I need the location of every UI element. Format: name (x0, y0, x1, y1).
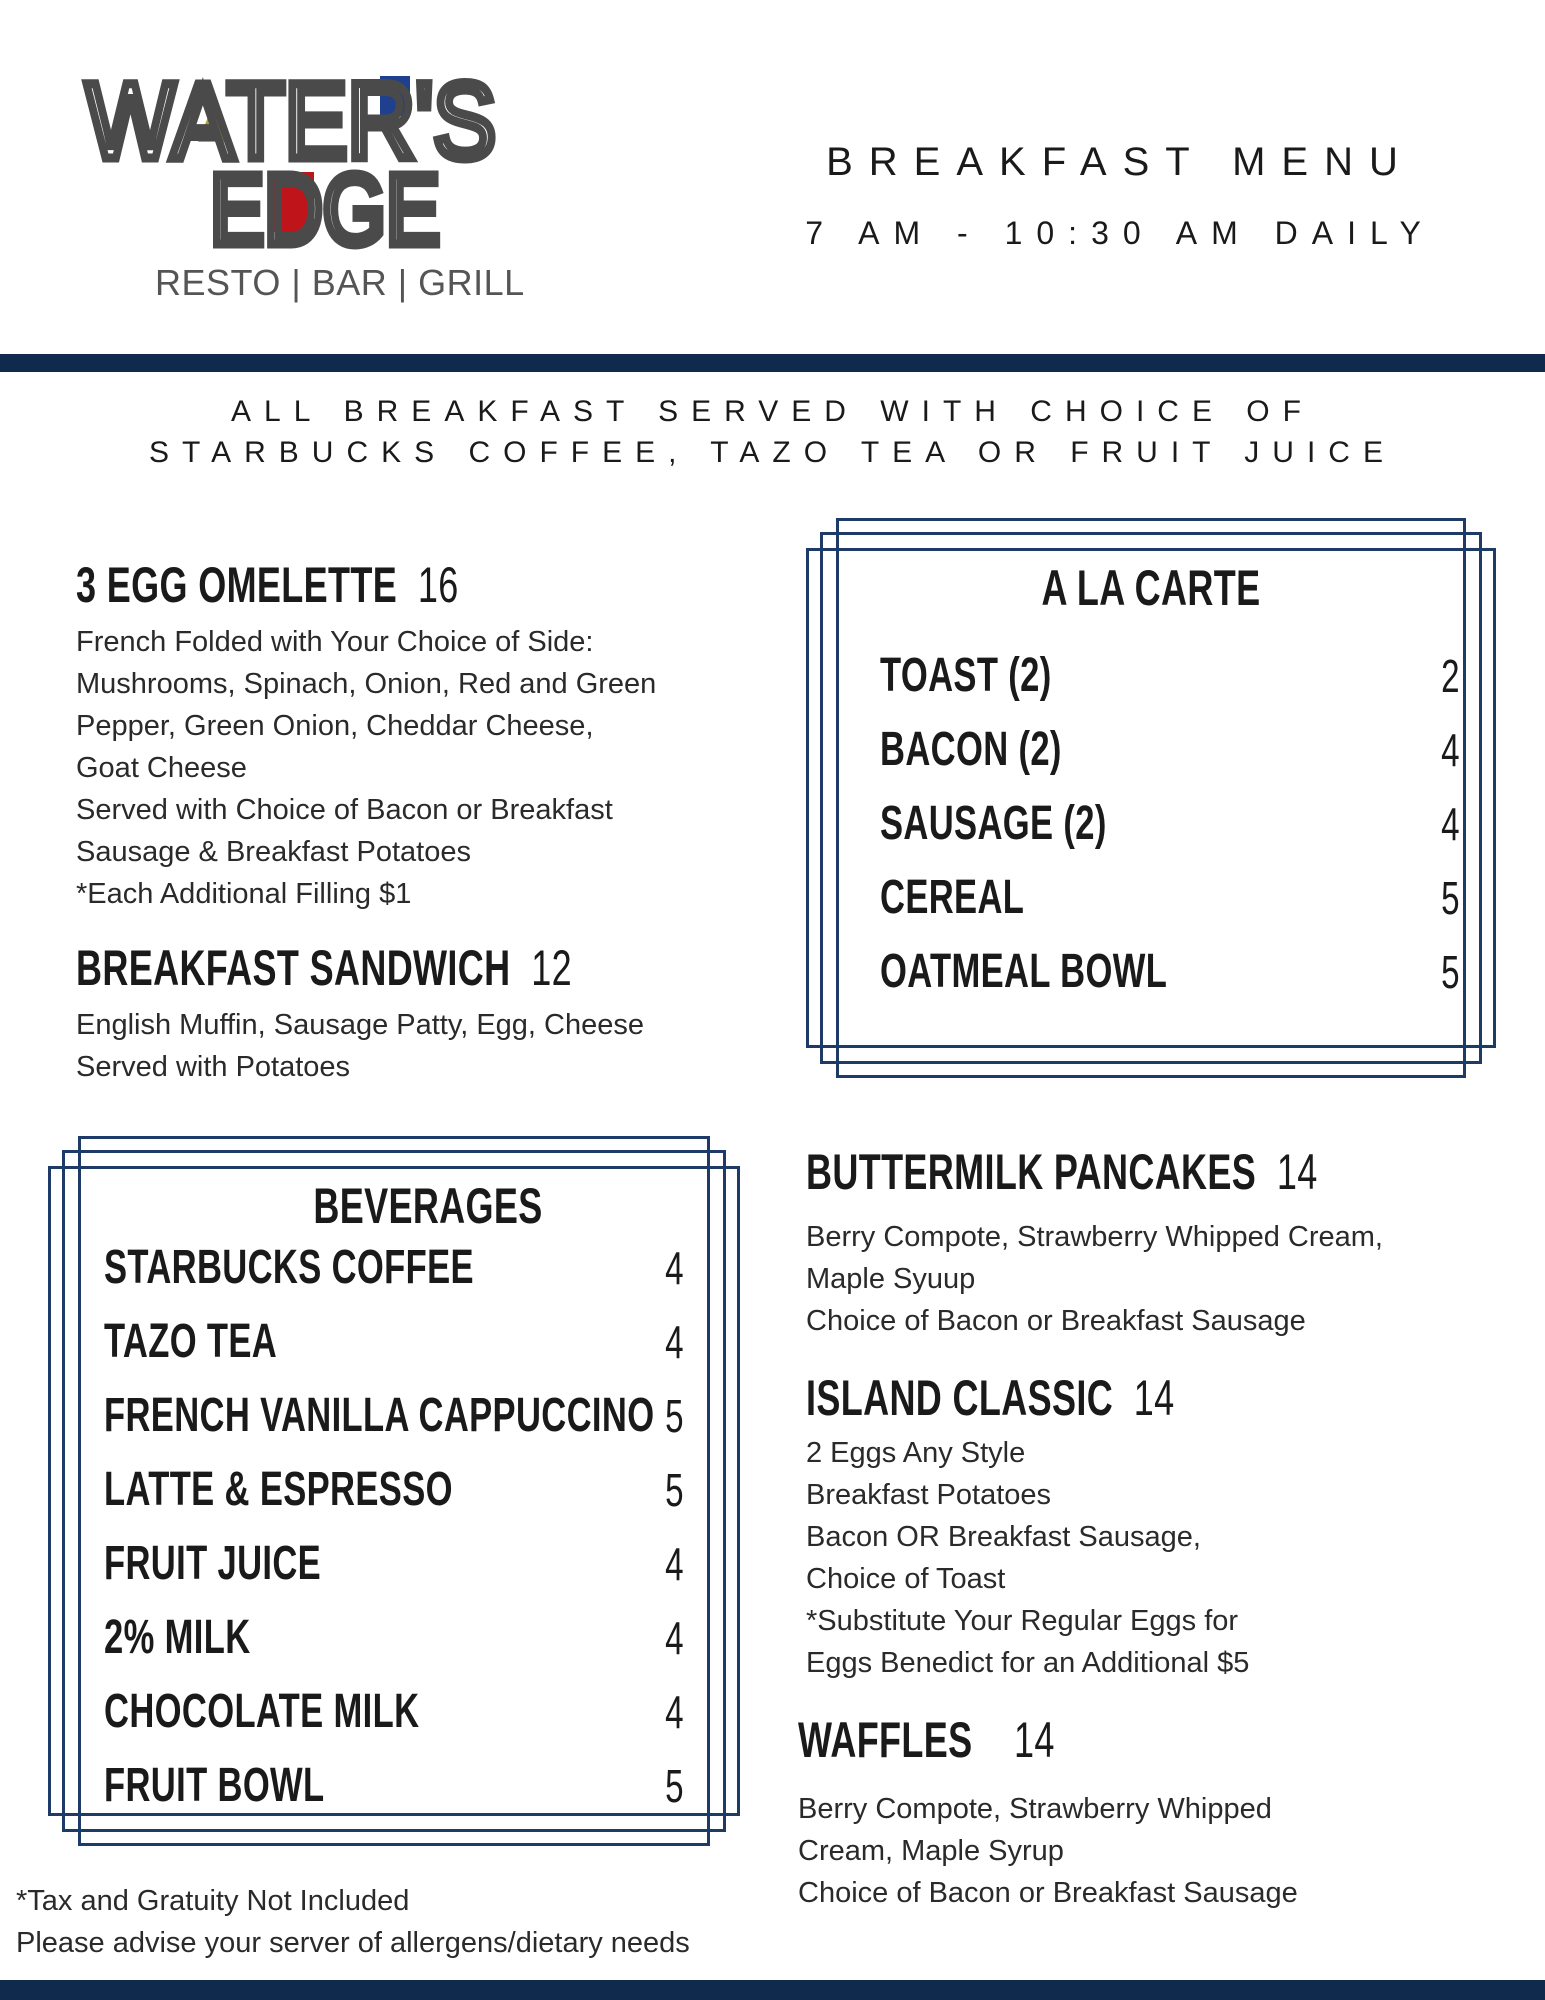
item-name: FRENCH VANILLA CAPPUCCINO (104, 1389, 655, 1442)
desc-line: Bacon OR Breakfast Sausage, (806, 1521, 1201, 1553)
menu-item-island-classic (806, 1368, 1506, 1684)
item-price: 4 (665, 1538, 684, 1590)
item-price: 5 (1441, 872, 1460, 924)
beverages-title: BEVERAGES (313, 1178, 543, 1234)
a-la-carte-row (880, 942, 1460, 1002)
a-la-carte-row (880, 646, 1460, 706)
item-price: 2 (1441, 650, 1460, 702)
menu-title: BREAKFAST MENU (826, 140, 1414, 184)
item-name: TOAST (2) (880, 649, 1052, 702)
item-price: 4 (665, 1316, 684, 1368)
banner-line-2: STARBUCKS COFFEE, TAZO TEA OR FRUIT JUICE (149, 436, 1396, 469)
logo-word-2: EDGE (210, 154, 440, 266)
menu-item-omelette (76, 555, 756, 915)
item-title (806, 1142, 1318, 1202)
item-price: 16 (417, 557, 459, 613)
item-name: BUTTERMILK PANCAKES (806, 1144, 1257, 1200)
beverages-box (48, 1136, 740, 1846)
desc-line: *Substitute Your Regular Eggs for (806, 1605, 1239, 1637)
item-title (76, 938, 572, 998)
item-title (76, 555, 566, 615)
item-price: 4 (665, 1686, 684, 1738)
desc-line: Choice of Bacon or Breakfast Sausage (806, 1305, 1306, 1337)
desc-line: *Each Additional Filling $1 (76, 878, 412, 910)
item-description (798, 1788, 1498, 1914)
desc-line: Served with Potatoes (76, 1051, 351, 1083)
item-name: LATTE & ESPRESSO (104, 1463, 453, 1516)
desc-line: Breakfast Potatoes (806, 1479, 1052, 1511)
item-name: CHOCOLATE MILK (104, 1685, 420, 1738)
item-price: 5 (665, 1464, 684, 1516)
footer-allergen-note: Please advise your server of allergens/dietary needs (16, 1927, 690, 1959)
item-name: OATMEAL BOWL (880, 945, 1168, 998)
item-name: ISLAND CLASSIC (806, 1370, 1114, 1426)
item-price: 5 (1441, 946, 1460, 998)
beverage-row (104, 1312, 684, 1372)
item-title (798, 1710, 1302, 1770)
item-description (806, 1216, 1506, 1342)
item-price: 4 (1441, 724, 1460, 776)
item-name: TAZO TEA (104, 1315, 278, 1368)
item-name: BACON (2) (880, 723, 1062, 776)
desc-line: French Folded with Your Choice of Side: (76, 626, 594, 658)
item-price: 4 (665, 1242, 684, 1294)
desc-line: Eggs Benedict for an Additional $5 (806, 1647, 1250, 1679)
beverage-row (104, 1756, 684, 1816)
item-price: 12 (531, 940, 572, 996)
item-name: FRUIT BOWL (104, 1759, 325, 1812)
footer-tax-note: *Tax and Gratuity Not Included (16, 1885, 410, 1917)
desc-line: 2 Eggs Any Style (806, 1437, 1026, 1469)
item-price: 14 (1276, 1144, 1318, 1200)
desc-line: Cream, Maple Syrup (798, 1835, 1064, 1867)
menu-item-breakfast-sandwich (76, 938, 756, 1088)
a-la-carte-row (880, 720, 1460, 780)
desc-line: Berry Compote, Strawberry Whipped Cream, (806, 1221, 1383, 1253)
item-title (806, 1368, 1310, 1428)
item-price: 14 (1133, 1370, 1175, 1426)
menu-hours: 7 AM - 10:30 AM DAILY (805, 215, 1435, 251)
desc-line: Served with Choice of Bacon or Breakfast (76, 794, 613, 826)
item-description (76, 1004, 756, 1088)
item-name: 2% MILK (104, 1611, 251, 1664)
desc-line: Choice of Bacon or Breakfast Sausage (798, 1877, 1298, 1909)
logo-word-1: WATER'S (86, 60, 496, 181)
item-description (76, 621, 756, 915)
desc-line: Goat Cheese (76, 752, 247, 784)
desc-line: Sausage & Breakfast Potatoes (76, 836, 471, 868)
item-price: 4 (665, 1612, 684, 1664)
a-la-carte-box (806, 518, 1496, 1078)
desc-line: Berry Compote, Strawberry Whipped (798, 1793, 1272, 1825)
item-price: 5 (665, 1760, 684, 1812)
beverage-row (104, 1682, 684, 1742)
item-price: 5 (665, 1390, 684, 1442)
item-name: CEREAL (880, 871, 1025, 924)
beverage-row (104, 1238, 684, 1298)
item-name: BREAKFAST SANDWICH (76, 940, 511, 996)
bottom-divider (0, 1980, 1545, 2000)
desc-line: Pepper, Green Onion, Cheddar Cheese, (76, 710, 594, 742)
menu-item-buttermilk-pancakes (806, 1142, 1506, 1342)
logo-tagline: RESTO | BAR | GRILL (155, 262, 525, 303)
desc-line: Mushrooms, Spinach, Onion, Red and Green (76, 668, 657, 700)
item-name: STARBUCKS COFFEE (104, 1241, 474, 1294)
beverage-row (104, 1386, 684, 1446)
banner-line-1: ALL BREAKFAST SERVED WITH CHOICE OF (231, 395, 1314, 428)
item-price: 14 (1013, 1712, 1055, 1768)
item-name: FRUIT JUICE (104, 1537, 322, 1590)
a-la-carte-row (880, 794, 1460, 854)
item-name: SAUSAGE (2) (880, 797, 1107, 850)
desc-line: English Muffin, Sausage Patty, Egg, Cheese (76, 1009, 644, 1041)
beverage-row (104, 1608, 684, 1668)
beverage-row (104, 1534, 684, 1594)
top-divider (0, 354, 1545, 372)
menu-item-waffles (798, 1710, 1498, 1914)
item-price: 4 (1441, 798, 1460, 850)
desc-line: Maple Syuup (806, 1263, 976, 1295)
desc-line: Choice of Toast (806, 1563, 1006, 1595)
item-name: 3 EGG OMELETTE (76, 557, 398, 613)
a-la-carte-row (880, 868, 1460, 928)
item-description (806, 1432, 1506, 1684)
item-name: WAFFLES (798, 1712, 973, 1768)
beverage-row (104, 1460, 684, 1520)
a-la-carte-title: A LA CARTE (1041, 560, 1261, 616)
